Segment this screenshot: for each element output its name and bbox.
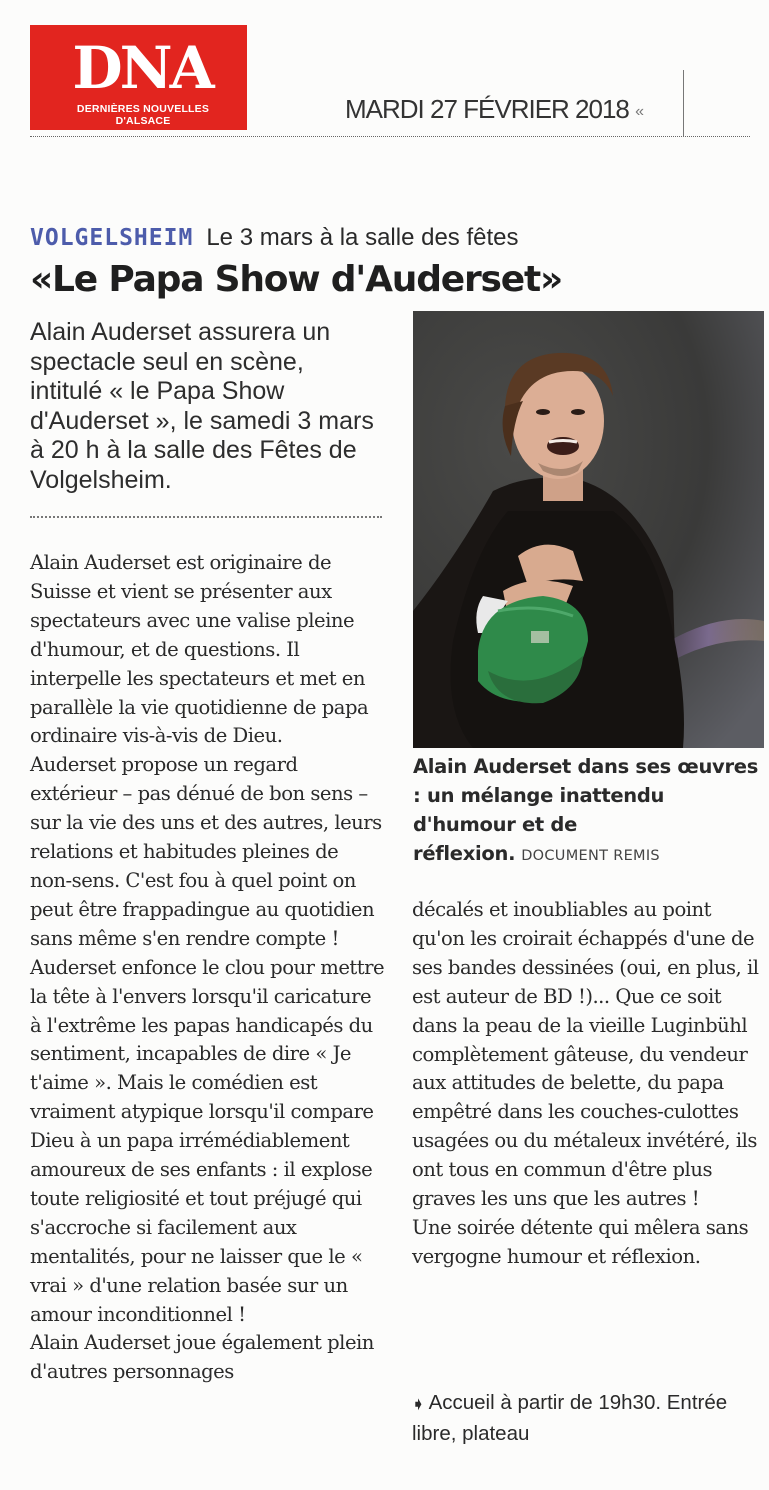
header-divider <box>683 70 684 136</box>
article-lead: Alain Auderset assurera un spectacle seul en scène, intitulé « le Papa Show d'Auderset », le samedi 3 mars à 20 h à la salle des Fêtes de Volgelsheim. <box>30 318 374 494</box>
column-2-text: décalés et inoubliables au point qu'on les croirait échappés d'une de ses bandes dessinées (oui, en plus, il est auteur de BD !)... Que ce soit dans la peau de la vieille Luginbühl complètement gâteuse, du vendeur aux attitudes de belette, du papa empêtré dans les couches-culottes usagées ou du métaleux invétéré, ils ont tous en commun d'être plus graves les uns que les autres ! Une soirée détente qui mêlera sans vergogne humour et réflexion. <box>412 898 759 1268</box>
article-kicker <box>30 222 519 254</box>
kicker-text: Le 3 mars à la salle des fêtes <box>206 224 519 251</box>
lead-separator <box>30 516 382 518</box>
logo-wordmark: DNA <box>72 34 212 102</box>
practical-info-text: Accueil à partir de 19h30. Entrée libre, plateau <box>412 1391 728 1445</box>
column-1-text: Alain Auderset est originaire de Suisse et vient se présenter aux spectateurs avec une valise pleine d'humour, et de questions. Il interpelle les spectateurs et met en parallèle la vie quotidienne de papa ordinaire vis-à-vis de Dieu. Auderset propose un regard extérieur – pas dénué de bon sens – sur la vie des uns et des autres, leurs relations et habitudes pleines de non-sens. C'est fou à quel point on peut être frappadingue au quotidien sans même s'en rendre compte ! Auderset enfonce le clou pour mettre la tête à l'envers lorsqu'il caricature à l'extrême les papas handicapés du sentiment, incapables de dire « Je t'aime ». Mais le comédien est vraiment atypique lorsqu'il compare Dieu à un papa irrémédiablement amoureux de ses enfants : il explose toute religiosité et tout préjugé qui s'accroche si facilement aux mentalités, pour ne laisser que le « vrai » d'une relation basée sur un amour inconditionnel ! Alain Auderset joue également plein d'autres personnages <box>30 551 385 1384</box>
locality-label: VOLGELSHEIM <box>30 225 194 251</box>
issue-date-line <box>345 92 640 126</box>
header-rule <box>30 136 750 137</box>
article-column-1 <box>30 549 385 1387</box>
article-headline: «Le Papa Show d'Auderset» <box>30 259 563 300</box>
article-column-2 <box>412 896 764 1272</box>
issue-date: MARDI 27 FÉVRIER 2018 <box>345 94 629 124</box>
practical-info <box>412 1388 764 1448</box>
photo-credit: DOCUMENT REMIS <box>521 848 660 864</box>
date-chevron-icon: « <box>635 103 641 120</box>
performer-photo-illustration <box>413 311 764 748</box>
dna-logo <box>30 25 247 130</box>
article-photo <box>413 311 764 748</box>
logo-subtitle: DERNIÈRES NOUVELLES D'ALSACE <box>76 103 210 127</box>
photo-caption <box>413 752 763 871</box>
caption-text: Alain Auderset dans ses œuvres : un mélange inattendu d'humour et de réflexion. <box>413 755 759 865</box>
arrow-marker-icon: ➧ <box>412 1396 425 1413</box>
